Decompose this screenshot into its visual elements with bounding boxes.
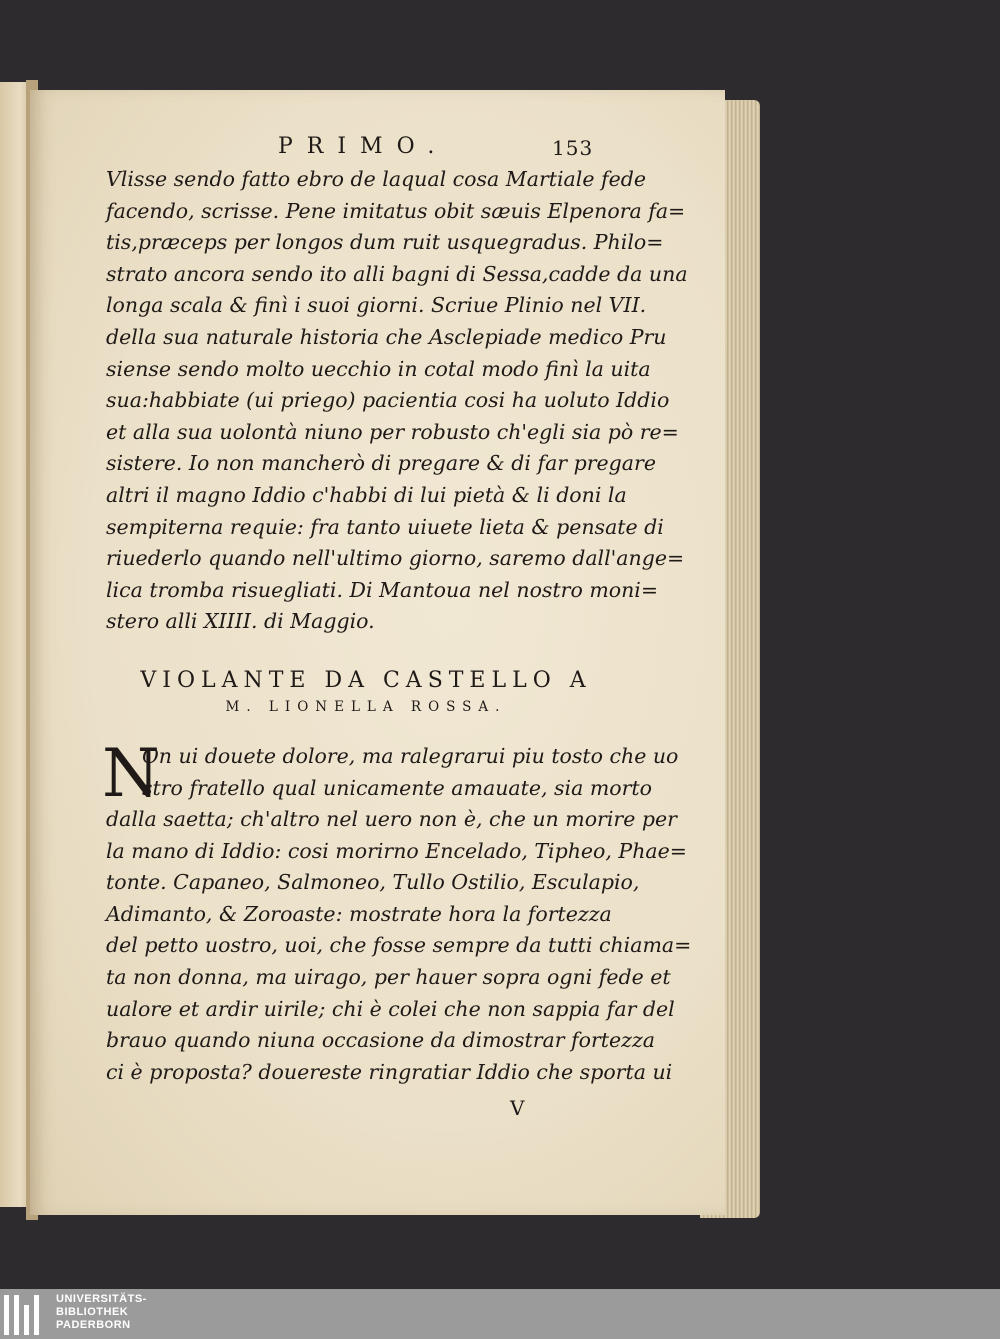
letter-heading: VIOLANTE DA CASTELLO A bbox=[140, 667, 592, 693]
letter-line: Adimanto, & Zoroaste: mostrate hora la fortezza bbox=[106, 901, 612, 926]
library-banner bbox=[0, 1289, 1000, 1339]
letter-line: brauo quando niuna occasione da dimostrar fortezza bbox=[106, 1028, 655, 1053]
text-line: sempiterna requie: fra tanto uiuete lieta & pensate di bbox=[106, 514, 664, 539]
text-line: sua:habbiate (ui priego) pacientia cosi ha uoluto Iddio bbox=[106, 388, 670, 413]
library-name bbox=[56, 1293, 147, 1332]
text-line: longa scala & finì i suoi giorni. Scriue Plinio nel VII. bbox=[106, 293, 647, 318]
running-head-title: PRIMO. bbox=[278, 134, 449, 159]
running-head bbox=[106, 134, 626, 164]
letter-line: ualore et ardir uirile; chi è colei che non sappia far del bbox=[106, 996, 675, 1021]
drop-cap: N bbox=[102, 734, 160, 812]
letter-line: tonte. Capaneo, Salmoneo, Tullo Ostilio, Esculapio, bbox=[106, 870, 640, 895]
letter-line: dalla saetta; ch'altro nel uero non è, che un morire per bbox=[106, 807, 677, 832]
letter-line: la mano di Iddio: cosi morirno Encelado, Tipheo, Phae= bbox=[106, 838, 687, 863]
letter-line: del petto uostro, uoi, che fosse sempre da tutti chiama= bbox=[106, 933, 692, 958]
text-column bbox=[102, 134, 692, 1121]
page-number: 153 bbox=[552, 136, 594, 160]
text-line: riuederlo quando nell'ultimo giorno, saremo dall'ange= bbox=[106, 546, 685, 571]
text-line: sistere. Io non mancherò di pregare & di far pregare bbox=[106, 451, 656, 476]
library-name-line: PADERBORN bbox=[56, 1319, 131, 1331]
text-line: altri il magno Iddio c'habbi di lui pietà & li doni la bbox=[106, 482, 627, 507]
text-line: lica tromba risuegliati. Di Mantoua nel nostro moni= bbox=[106, 577, 659, 602]
library-logo-icon bbox=[4, 1295, 50, 1335]
book-page bbox=[30, 90, 725, 1215]
text-line: tis,præceps per longos dum ruit usquegradus. Philo= bbox=[106, 230, 664, 255]
text-line: strato ancora sendo ito alli bagni di Sessa,cadde da una bbox=[106, 261, 688, 286]
text-line: siense sendo molto uecchio in cotal modo finì la uita bbox=[106, 356, 651, 381]
text-line: et alla sua uolontà niuno per robusto ch'egli sia pò re= bbox=[106, 419, 679, 444]
text-line: stero alli XIIII. di Maggio. bbox=[106, 609, 375, 634]
letter-line: ci è proposta? douereste ringratiar Iddio che sporta ui bbox=[106, 1059, 673, 1084]
letter-line: stro fratello qual unicamente amauate, sia morto bbox=[142, 775, 652, 800]
letter-line: ta non donna, ma uirago, per hauer sopra ogni fede et bbox=[106, 965, 671, 990]
letter-line: On ui douete dolore, ma ralegrarui piu tosto che uo bbox=[142, 743, 679, 768]
text-line: della sua naturale historia che Asclepiade medico Pru bbox=[106, 324, 667, 349]
letter-subheading: M. LIONELLA ROSSA. bbox=[225, 698, 507, 715]
library-name-line: UNIVERSITÄTS- bbox=[56, 1293, 147, 1305]
letter-body bbox=[102, 734, 692, 1089]
text-line: Vlisse sendo fatto ebro de laqual cosa Martiale fede bbox=[106, 167, 646, 191]
library-name-line: BIBLIOTHEK bbox=[56, 1306, 129, 1318]
body-text bbox=[106, 164, 688, 638]
signature-mark: V bbox=[510, 1096, 525, 1121]
text-line: facendo, scrisse. Pene imitatus obit sæuis Elpenora fa= bbox=[106, 198, 686, 223]
